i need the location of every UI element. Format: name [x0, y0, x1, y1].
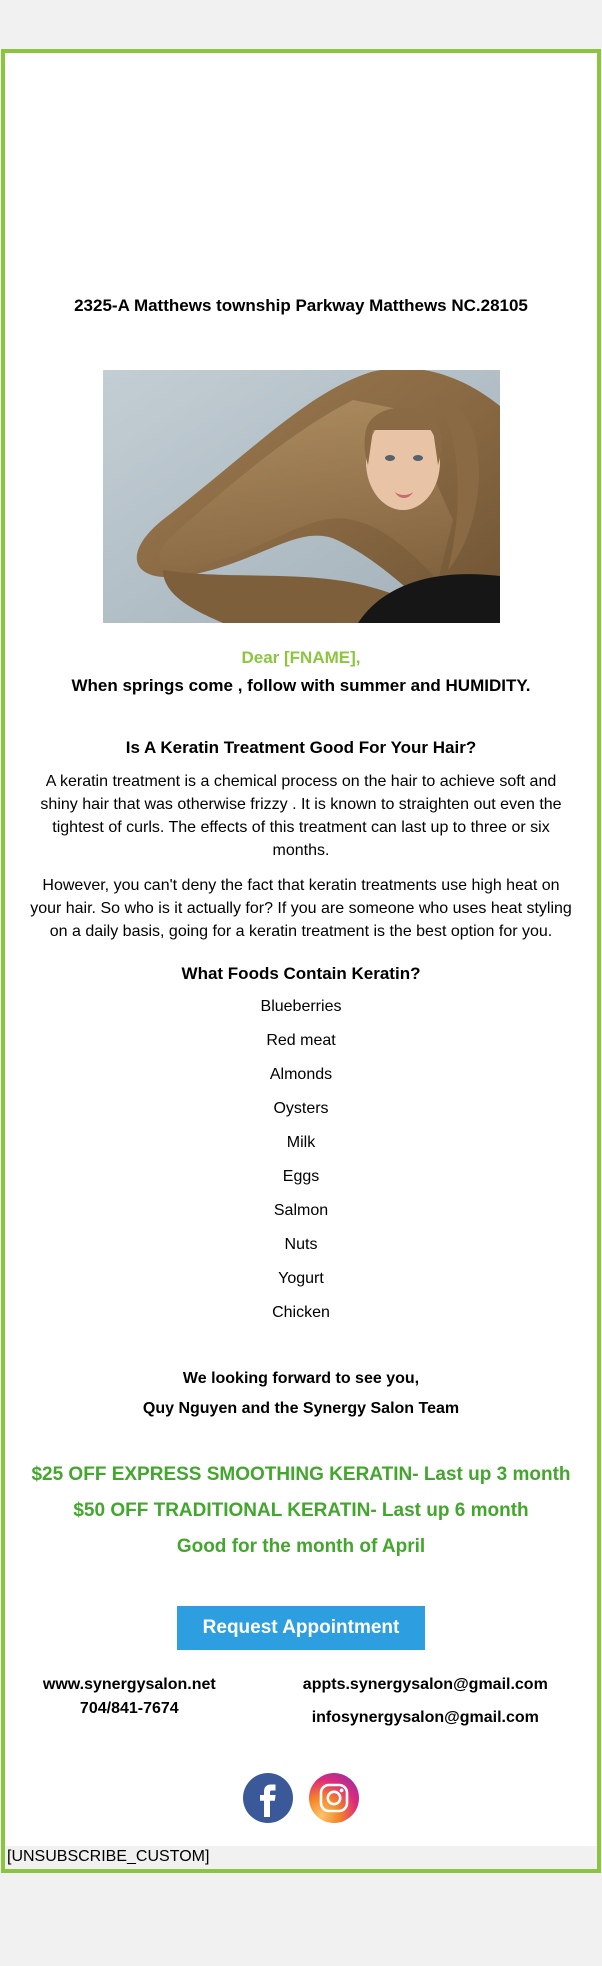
request-appointment-button[interactable]: Request Appointment [177, 1606, 425, 1650]
signature-line: Quy Nguyen and the Synergy Salon Team [142, 1400, 460, 1417]
phone-text: 704/841-7674 [79, 1700, 179, 1717]
website-text: www.synergysalon.net [42, 1676, 216, 1693]
section-title: Is A Keratin Treatment Good For Your Hair? [125, 738, 477, 757]
cta-row [5, 1606, 597, 1650]
foods-title: What Foods Contain Keratin? [181, 964, 421, 983]
contact-footer [5, 1676, 597, 1727]
closing-line: We looking forward to see you, [182, 1370, 420, 1387]
food-item: Eggs [282, 1168, 320, 1185]
offer-validity: Good for the month of April [176, 1536, 426, 1557]
offer-traditional-keratin: $50 OFF TRADITIONAL KERATIN- Last up 6 month [73, 1500, 529, 1521]
info-email-text: infosynergysalon@gmail.com [311, 1709, 539, 1726]
food-item: Blueberries [260, 998, 342, 1015]
food-item: Salmon [273, 1202, 329, 1219]
food-item: Almonds [269, 1066, 333, 1083]
food-item: Milk [286, 1134, 316, 1151]
email-body-frame [1, 49, 601, 1873]
food-item: Nuts [284, 1236, 318, 1253]
instagram-icon[interactable] [309, 1773, 359, 1823]
facebook-icon[interactable] [243, 1773, 293, 1823]
food-item: Chicken [272, 1304, 330, 1321]
hero-image [5, 370, 597, 623]
food-item: Oysters [273, 1100, 329, 1117]
unsubscribe-bar [5, 1846, 597, 1869]
greeting: Dear [FNAME], [241, 648, 361, 667]
intro-line: When springs come , follow with summer and HUMIDITY. [71, 676, 531, 695]
food-item: Red meat [266, 1032, 336, 1049]
contact-right-column [254, 1676, 597, 1727]
paragraph-keratin-1: A keratin treatment is a chemical process on the hair to achieve soft and shiny hair that was otherwise frizzy . It is known to straighten out even the tightest of curls. The effects of this treatment can last up to three or six months. [40, 773, 562, 859]
woman-long-hair-photo [103, 370, 500, 623]
contact-left-column [5, 1676, 254, 1727]
food-item: Yogurt [278, 1270, 324, 1287]
offer-express-keratin: $25 OFF EXPRESS SMOOTHING KERATIN- Last up 3 month [31, 1464, 571, 1485]
unsubscribe-link[interactable]: [UNSUBSCRIBE_CUSTOM] [7, 1848, 210, 1865]
salon-address: 2325-A Matthews township Parkway Matthews NC.28105 [74, 296, 528, 315]
social-icons-row [5, 1773, 597, 1823]
appointments-email-text: appts.synergysalon@gmail.com [302, 1676, 548, 1693]
paragraph-keratin-2: However, you can't deny the fact that keratin treatments use high heat on your hair. So who is it actually for? If you are someone who uses heat styling on a daily basis, going for a keratin treatment is the best option for you. [30, 877, 572, 940]
email-content [5, 53, 597, 1869]
